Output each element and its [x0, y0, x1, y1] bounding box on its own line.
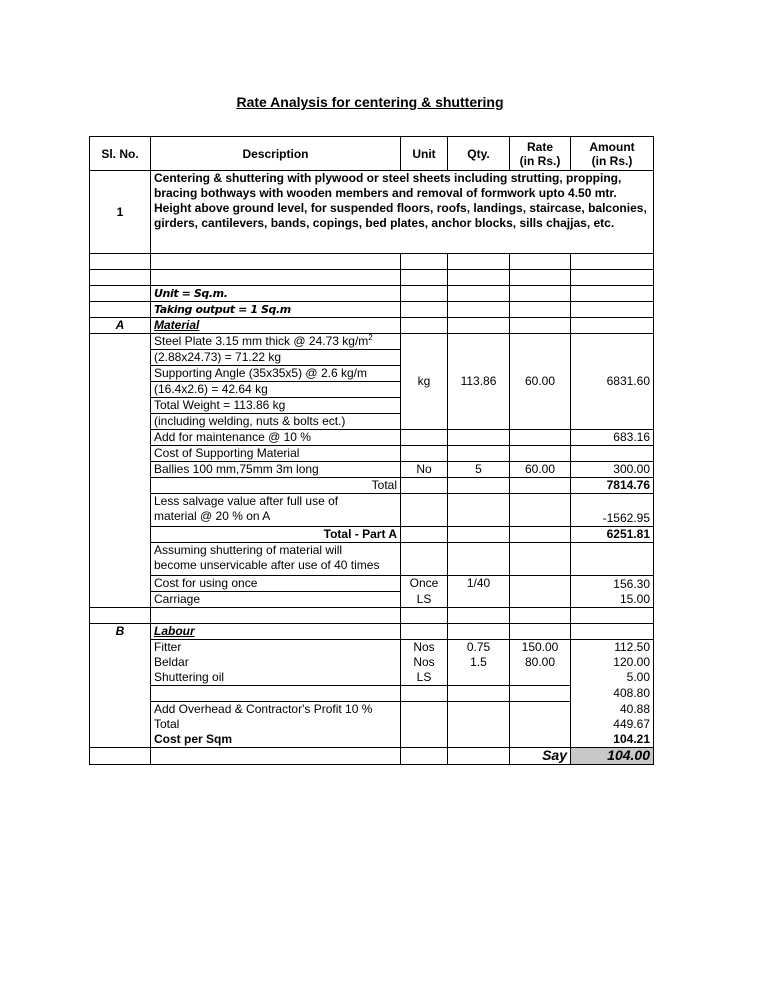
- table-row: [90, 478, 654, 494]
- total-weight: Total Weight = 113.86 kg: [151, 398, 401, 414]
- fitter-text: Fitter: [151, 640, 401, 656]
- table-row: [90, 318, 654, 334]
- weight-amount: 6831.60: [571, 334, 654, 430]
- salvage-line2: material @ 20 % on A: [154, 509, 271, 523]
- table-row: [90, 670, 654, 686]
- table-row: [90, 527, 654, 543]
- beldar-rate: 80.00: [510, 655, 571, 670]
- fitter-unit: Nos: [401, 640, 448, 656]
- steel-plate-sup: 2: [368, 333, 373, 342]
- table-row: [90, 640, 654, 656]
- total-a-amount: 6251.81: [571, 527, 654, 543]
- ballies-text: Ballies 100 mm,75mm 3m long: [151, 462, 401, 478]
- table-row: [90, 608, 654, 624]
- table-row: [90, 430, 654, 446]
- table-row: [90, 702, 654, 718]
- oil-amount: 5.00: [571, 670, 654, 686]
- weight-unit: kg: [401, 334, 448, 430]
- carriage-unit: LS: [401, 592, 448, 608]
- oil-text: Shuttering oil: [151, 670, 401, 686]
- table-row: [90, 494, 654, 527]
- beldar-qty: 1.5: [448, 655, 510, 670]
- carriage-amount: 15.00: [571, 592, 654, 608]
- say-label: Say: [510, 748, 571, 765]
- header-description: Description: [151, 137, 401, 171]
- item-sl: 1: [90, 171, 151, 254]
- cost-per-amount: 104.21: [571, 732, 654, 748]
- weight-qty: 113.86: [448, 334, 510, 430]
- table-row: [90, 270, 654, 286]
- carriage-text: Carriage: [151, 592, 401, 608]
- header-amount-line1: Amount: [589, 139, 635, 154]
- table-row: [90, 717, 654, 732]
- beldar-amount: 120.00: [571, 655, 654, 670]
- table-row: [90, 732, 654, 748]
- once-amount: 156.30: [571, 576, 654, 592]
- once-unit: Once: [401, 576, 448, 592]
- output-line: Taking output = 1 Sq.m: [151, 302, 401, 318]
- salvage-line1: Less salvage value after full use of: [154, 494, 339, 508]
- table-row: [90, 686, 654, 702]
- ballies-qty: 5: [448, 462, 510, 478]
- header-rate: [510, 137, 571, 171]
- part-b-label: B: [90, 624, 151, 640]
- ballies-amount: 300.00: [571, 462, 654, 478]
- table-row: [90, 462, 654, 478]
- header-qty: Qty.: [448, 137, 510, 171]
- cost-support-text: Cost of Supporting Material: [151, 446, 401, 462]
- table-row: [90, 302, 654, 318]
- table-row: [90, 624, 654, 640]
- table-row: [90, 334, 654, 350]
- item-description: Centering & shuttering with plywood or steel sheets including strutting, propping, bracing bothways with wooden members and removal of formwork upto 4.50 mtr. Height above ground level, for suspended floors, roofs, landings, staircase, balconies, girders, cantilevers, bands, copings, bed plates, anchor blocks, sills chajjas, etc.: [151, 171, 654, 254]
- including-text: (including welding, nuts & bolts ect.): [151, 414, 401, 430]
- fitter-rate: 150.00: [510, 640, 571, 656]
- overhead-amount: 40.88: [571, 702, 654, 718]
- labour-total-amount: 449.67: [571, 717, 654, 732]
- table-row: [90, 543, 654, 576]
- steel-calc: (2.88x24.73) = 71.22 kg: [151, 350, 401, 366]
- table-row: [90, 254, 654, 270]
- part-a-heading: Material: [151, 318, 401, 334]
- assume-line2: become unservicable after use of 40 times: [154, 558, 380, 572]
- header-unit: Unit: [401, 137, 448, 171]
- total-a-label: Total - Part A: [151, 527, 401, 543]
- page-title: Rate Analysis for centering & shuttering: [236, 94, 504, 110]
- overhead-text: Add Overhead & Contractor's Profit 10 %: [151, 702, 401, 718]
- header-rate-line1: Rate: [526, 139, 553, 154]
- table-row: [90, 576, 654, 592]
- angle-calc: (16.4x2.6) = 42.64 kg: [151, 382, 401, 398]
- subtotal-amount: 408.80: [571, 686, 654, 702]
- unit-line: Unit = Sq.m.: [151, 286, 401, 302]
- salvage-amount: -1562.95: [571, 494, 654, 527]
- steel-plate-text: Steel Plate 3.15 mm thick @ 24.73 kg/m: [154, 334, 369, 348]
- total-label: Total: [151, 478, 401, 494]
- item-row: [90, 171, 654, 254]
- rate-analysis-table: [89, 136, 654, 765]
- part-b-heading: Labour: [151, 624, 401, 640]
- maintenance-text: Add for maintenance @ 10 %: [151, 430, 401, 446]
- header-amount: [571, 137, 654, 171]
- table-row: [90, 446, 654, 462]
- fitter-amount: 112.50: [571, 640, 654, 656]
- weight-rate: 60.00: [510, 334, 571, 430]
- table-row: [90, 592, 654, 608]
- total-amount: 7814.76: [571, 478, 654, 494]
- table-row: [90, 286, 654, 302]
- header-rate-line2: (in Rs.): [519, 153, 561, 168]
- assume-line1: Assuming shuttering of material will: [154, 543, 343, 557]
- header-amount-line2: (in Rs.): [591, 153, 633, 168]
- beldar-unit: Nos: [401, 655, 448, 670]
- part-a-label: A: [90, 318, 151, 334]
- once-qty: 1/40: [448, 576, 510, 592]
- ballies-unit: No: [401, 462, 448, 478]
- say-amount: 104.00: [571, 748, 654, 765]
- ballies-rate: 60.00: [510, 462, 571, 478]
- header-row: [90, 137, 654, 171]
- maintenance-amount: 683.16: [571, 430, 654, 446]
- angle-text: Supporting Angle (35x35x5) @ 2.6 kg/m: [151, 366, 401, 382]
- cost-per-text: Cost per Sqm: [151, 732, 401, 748]
- labour-total-text: Total: [151, 717, 401, 732]
- beldar-text: Beldar: [151, 655, 401, 670]
- fitter-qty: 0.75: [448, 640, 510, 656]
- say-row: [90, 748, 654, 765]
- oil-unit: LS: [401, 670, 448, 686]
- table-row: [90, 655, 654, 670]
- header-sl: Sl. No.: [90, 137, 151, 171]
- once-text: Cost for using once: [151, 576, 401, 592]
